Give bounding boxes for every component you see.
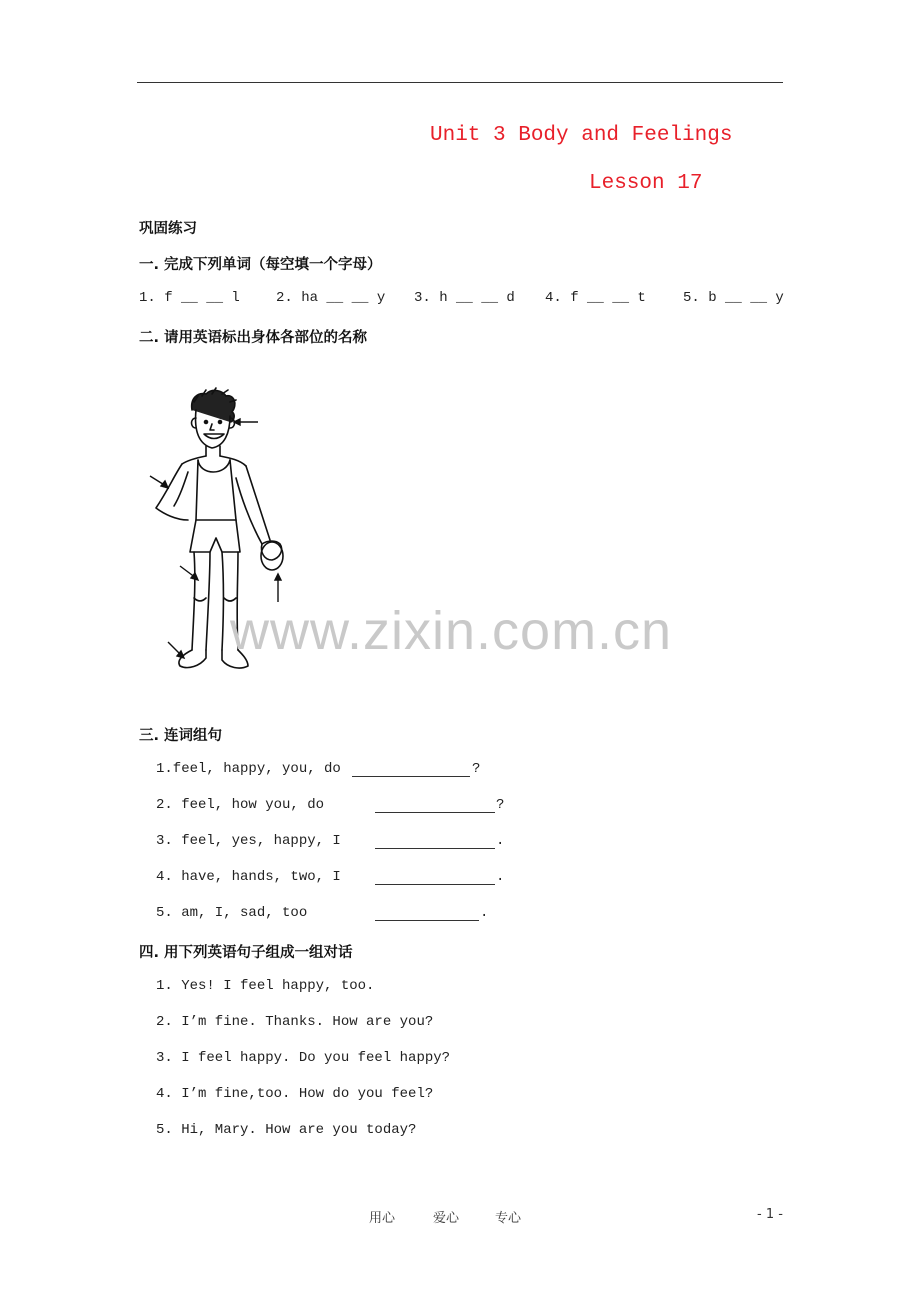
section4-heading: 四. 用下列英语句子组成一组对话	[139, 945, 353, 961]
unit-title: Unit 3 Body and Feelings	[430, 124, 733, 147]
footer-motto: 用心	[369, 1211, 396, 1226]
word-item: 2. ha __ __ y	[276, 290, 386, 306]
answer-blank[interactable]	[375, 884, 495, 885]
answer-blank[interactable]	[375, 848, 495, 849]
sentence-words: 3. feel, yes, happy, I	[156, 833, 341, 849]
sentence-end: .	[480, 905, 489, 921]
section3-heading: 三. 连词组句	[139, 728, 223, 744]
answer-blank[interactable]	[375, 812, 495, 813]
sentence-end: ?	[496, 797, 505, 813]
sentence-words: 5. am, I, sad, too	[156, 905, 308, 921]
footer-motto: 爱心	[433, 1211, 460, 1226]
page-number: - 1 -	[757, 1207, 783, 1222]
sentence-words: 2. feel, how you, do	[156, 797, 325, 813]
top-rule	[137, 82, 783, 83]
dialogue-line: 1. Yes! I feel happy, too.	[156, 978, 375, 994]
sentence-words: 1.feel, happy, you, do	[156, 761, 341, 777]
sentence-end: .	[496, 869, 505, 885]
word-item: 1. f __ __ l	[139, 290, 240, 306]
dialogue-line: 3. I feel happy. Do you feel happy?	[156, 1050, 451, 1066]
lesson-title: Lesson 17	[589, 172, 703, 195]
sentence-words: 4. have, hands, two, I	[156, 869, 341, 885]
dialogue-line: 4. I’m fine,too. How do you feel?	[156, 1086, 434, 1102]
section1-heading: 一. 完成下列单词（每空填一个字母）	[139, 257, 382, 273]
dialogue-line: 5. Hi, Mary. How are you today?	[156, 1122, 417, 1138]
answer-blank[interactable]	[352, 776, 470, 777]
section2-heading: 二. 请用英语标出身体各部位的名称	[139, 330, 368, 346]
word-item: 5. b __ __ y	[683, 290, 784, 306]
answer-blank[interactable]	[375, 920, 479, 921]
dialogue-line: 2. I’m fine. Thanks. How are you?	[156, 1014, 434, 1030]
word-item: 4. f __ __ t	[545, 290, 646, 306]
footer-motto: 专心	[495, 1211, 522, 1226]
sentence-end: .	[496, 833, 505, 849]
watermark: www.zixin.com.cn	[230, 601, 673, 661]
word-item: 3. h __ __ d	[414, 290, 515, 306]
section-main-heading: 巩固练习	[139, 221, 197, 237]
sentence-end: ?	[472, 761, 481, 777]
